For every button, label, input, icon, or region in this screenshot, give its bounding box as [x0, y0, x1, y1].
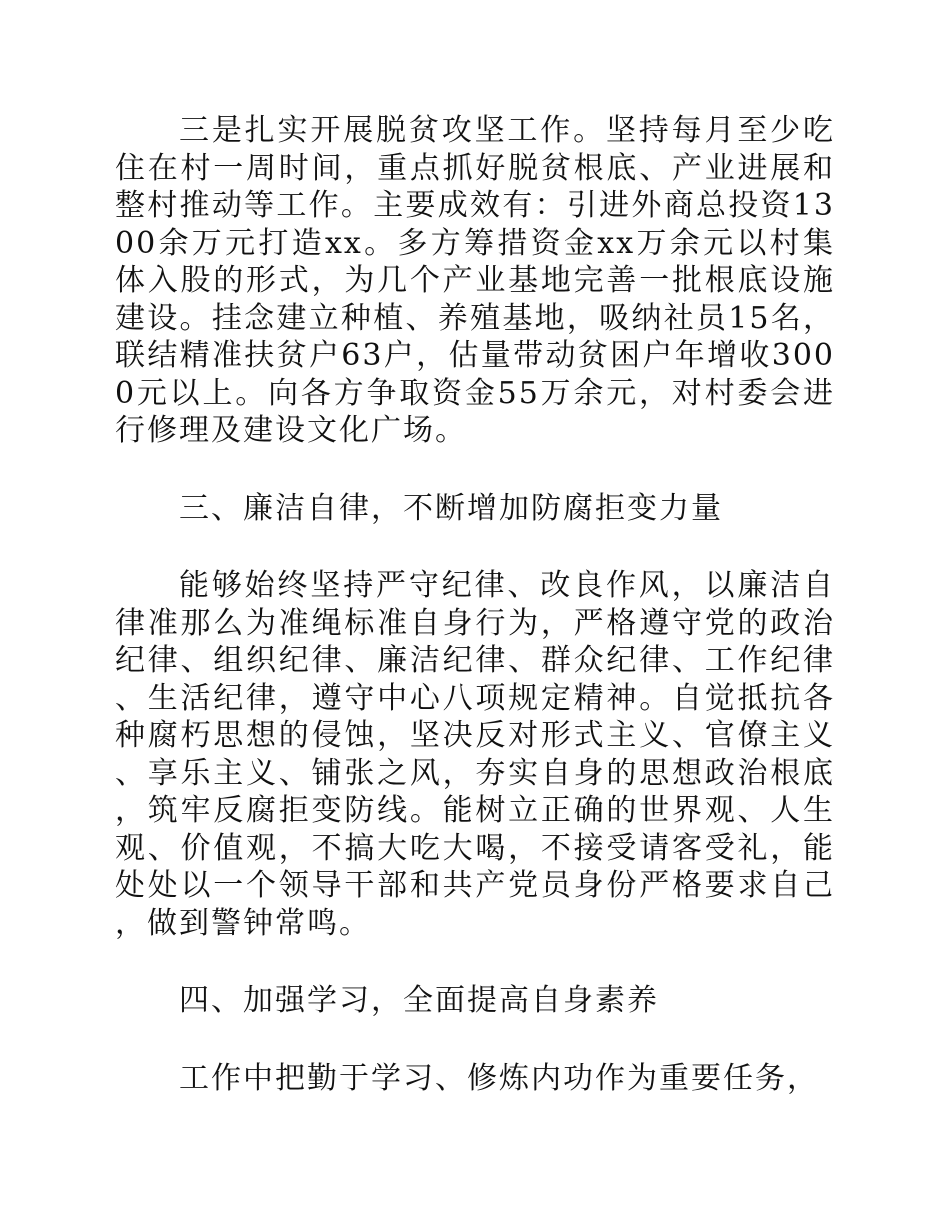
paragraph-integrity: 能够始终坚持严守纪律、改良作风，以廉洁自律准那么为准绳标准自身行为，严格遵守党的政治纪律、组织纪律、廉洁纪律、群众纪律、工作纪律、生活纪律，遵守中心八项规定精神。自觉抵抗各种腐朽思想的侵蚀，坚决反对形式主义、官僚主义、享乐主义、铺张之风，夯实自身的思想政治根底，筑牢反腐拒变防线。能树立正确的世界观、人生观、价值观，不搞大吃大喝，不接受请客受礼，能处处以一个领导干部和共产党员身份严格要求自己，做到警钟常鸣。 [115, 568, 835, 941]
paragraph-gap [115, 527, 835, 567]
paragraph-gap [115, 450, 835, 490]
section-heading-integrity: 三、廉洁自律，不断增加防腐拒变力量 [179, 490, 723, 526]
document-body [115, 112, 835, 1097]
paragraph-learning: 工作中把勤于学习、修炼内功作为重要任务， [179, 1060, 819, 1096]
paragraph-poverty-alleviation: 三是扎实开展脱贫攻坚工作。坚持每月至少吃住在村一周时间，重点抓好脱贫根底、产业进展和整村推动等工作。主要成效有：引进外商总投资1300余万元打造xx。多方筹措资金xx万余元以村集体入股的形式，为几个产业基地完善一批根底设施建设。挂念建立种植、养殖基地，吸纳社员15名，联结精准扶贫户63户，估量带动贫困户年增收3000元以上。向各方争取资金55万余元，对村委会进行修理及建设文化广场。 [115, 113, 835, 448]
paragraph-gap [115, 942, 835, 982]
paragraph-gap [115, 1020, 835, 1060]
section-heading-learning: 四、加强学习，全面提高自身素养 [179, 983, 659, 1018]
